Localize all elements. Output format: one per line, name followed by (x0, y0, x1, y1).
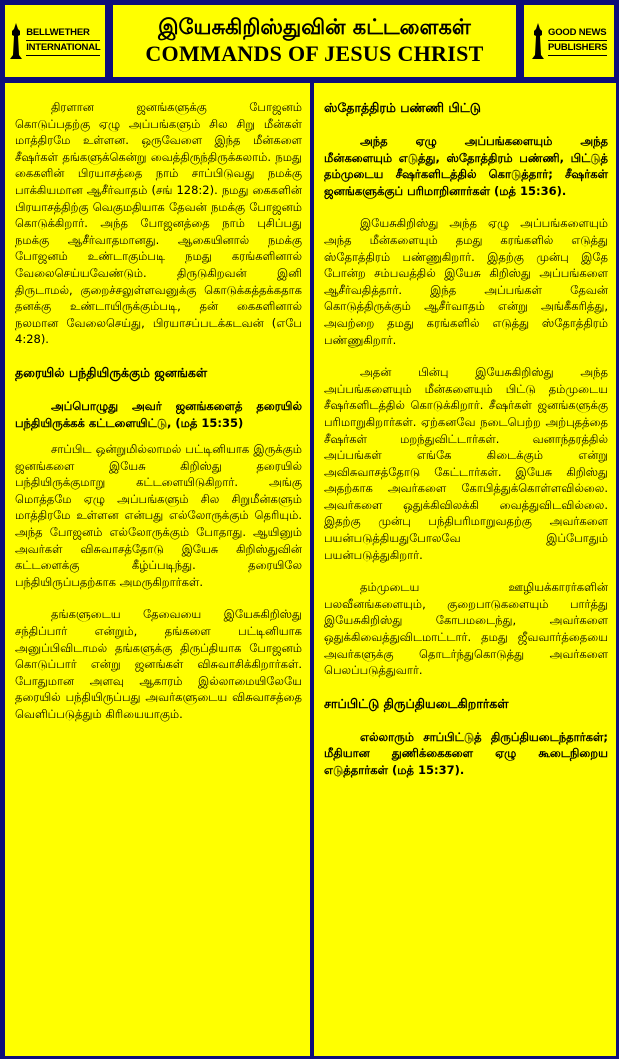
left-logo-line2: INTERNATIONAL (26, 41, 100, 56)
title-english: COMMANDS OF JESUS CHRIST (145, 41, 484, 66)
right-logo-line1: GOOD NEWS (548, 26, 607, 41)
right-heading-1: ஸ்தோத்திரம் பண்ணி பிட்டு (324, 100, 481, 115)
right-logo-line2: PUBLISHERS (548, 41, 607, 56)
right-quote-2: எல்லாரும் சாப்பிட்டுத் திருப்தியடைந்தார்கள்; மீதியான துணிக்கைகளை ஏழு கூடைநிறைய எடுத்தார்கள் (மத் 15:37). (324, 729, 608, 777)
right-paragraph-3: தம்முடைய ஊழியக்காரர்களின் பலவீனங்களையும், குறைபாடுகளையும் பார்த்து இயேசுகிறிஸ்து கோபமடைந்து, அவர்களை ஒதுக்கிவைத்துவிடமாட்டார். தமது ஜீவவார்த்தையை அவர்களுக்கு தொடர்ந்துகொடுத்து அவர்களை பெலப்படுத்துவார். (324, 580, 608, 678)
left-logo-line1: BELLWETHER (26, 26, 100, 41)
left-paragraph-1: திரளான ஜனங்களுக்கு போஜனம் கொடுப்பதற்கு ஏழு அப்பங்களும் சில சிறு மீன்கள் மாத்திரமே உள்ளன. ஒருவேளை இந்த மீன்களை சீஷர்கள் தங்களுக்கென்று வைத்திருந்திருக்கலாம். நமது கைகளின் பிரயாசத்தை நாம் சாப்பிடுவது நமக்கு பாக்கியமான ஆசீர்வாதம் (சங் 128:2). நமது கைகளின் பிரயாசத்திற்கு வெகுமதியாக தேவன் நமக்கு போஜனம் கொடுக்கிறார். அந்த போஜனத்தை நாம் புசிப்பது நமக்கு ஆசீர்வாதமானது. ஆகையினால் நமக்கு போஜனம் உண்டாகும்படி நமது கரங்களினால் வேலைசெய்யவேண்டும். திருடுகிறவன் இனி திருடாமல், குறைச்சலுள்ளவனுக்கு கொடுக்கத்தக்கதாக தனக்கு உண்டாயிருக்கும்படி, தன் கைகளினால் நலமான வேலைசெய்து, பிரயாசப்படக்கடவன் (எபே 4:28). (15, 100, 302, 347)
title-tamil: இயேசுகிறிஸ்துவின் கட்டளைகள் (158, 15, 471, 39)
right-quote-1: அந்த ஏழு அப்பங்களையும் அந்த மீன்களையும் எடுத்து, ஸ்தோத்திரம் பண்ணி, பிட்டுத் தம்முடைய சீஷர்களிடத்தில் கொடுத்தார்; சீஷர்கள் ஜனங்களுக்குப் பரிமாறினார்கள் (மத் 15:36). (324, 134, 608, 198)
left-column (5, 83, 310, 1056)
right-paragraph-2: அதன் பின்பு இயேசுகிறிஸ்து அந்த அப்பங்களையும் மீன்களையும் பிட்டு தம்முடைய சீஷர்களிடத்தில் கொடுக்கிறார். சீஷர்கள் ஜனங்களுக்கு பரிமாறுகிறார்கள். ஏற்கனவே நடைபெற்ற அற்புதத்தை சீஷர்கள் மறந்துவிட்டார்கள். வனாந்தரத்தில் அப்பங்கள் எங்கே கிடைக்கும் என்று அவிசுவாசத்தோடு கேட்டார்கள். இயேசு கிறிஸ்து அதற்காக அவர்களை கோபித்துக்கொள்ளவில்லை. அவர்களை ஒதுக்கிவிலக்கி வைத்துவிடவில்லை. இதற்கு முன்பு பந்திபரிமாறுவதற்கு அவர்களை பயன்படுத்தியதுபோலவே இப்போதும் பயன்படுத்துகிறார். (324, 365, 608, 562)
left-quote-1: அப்பொழுது அவர் ஜனங்களைத் தரையில் பந்தியிருக்கக் கட்டளையிட்டு, (மத் 15:35) (15, 398, 302, 430)
right-paragraph-1: இயேசுகிறிஸ்து அந்த ஏழு அப்பங்களையும் அந்த மீன்களையும் தமது கரங்களில் எடுத்து ஸ்தோத்திரம் பண்ணுகிறார். இதற்கு முன்பு இதே போன்ற சம்பவத்தில் இயேசு கிறிஸ்து அப்பங்களை ஆசீர்வதித்தார். இந்த அப்பங்கள் தேவன் கொடுத்திருக்கும் ஆசீர்வாதம் என்று அங்கீகரித்து, அவற்றை தமது கரங்களில் எடுத்து ஸ்தோத்திரம் பண்ணுகிறார். (324, 216, 608, 347)
lamp-icon (531, 21, 545, 61)
lamp-icon (9, 21, 23, 61)
left-paragraph-3: தங்களுடைய தேவையை இயேசுகிறிஸ்து சந்திப்பார் என்றும், தங்களை பட்டினியாக அனுப்பிவிடாமல் தங்களுக்கு திருப்தியாக போஜனம் கொடுப்பார் என்று ஜனங்கள் விசுவாசிக்கிறார்கள். போதுமான அளவு ஆகாரம் இல்லாமையிலேயே தரையில் பந்தியிருப்பது அவர்களுடைய விசுவாசத்தை வெளிப்படுத்தும் கிரியையாகும். (15, 607, 302, 721)
right-heading-2: சாப்பிட்டு திருப்தியடைகிறார்கள் (324, 695, 509, 711)
bellwether-logo (3, 3, 107, 79)
left-paragraph-2: சாப்பிட ஒன்றுமில்லாமல் பட்டினியாக இருக்கும் ஜனங்களை இயேசு கிறிஸ்து தரையில் பந்தியிருக்குமாறு கட்டளையிடுகிறார். அங்கு மொத்தமே ஏழு அப்பங்களும் சில சிறுமீன்களும் மாத்திரமே உள்ளன என்பது எல்லோருக்கும் தெரியும். அந்த போஜனம் எல்லோருக்கும் போதாது. ஆயினும் அவர்கள் விசுவாசத்தோடு இயேசு கிறிஸ்துவின் கட்டளைக்கு கீழ்ப்படிந்து. தரையிலே பந்தியிருப்பதற்காக அமருகிறார்கள். (15, 442, 302, 589)
header (3, 3, 616, 79)
title-box (111, 3, 519, 79)
right-column (314, 83, 616, 1056)
left-heading-1: தரையில் பந்தியிருக்கும் ஜனங்கள் (15, 364, 208, 380)
good-news-logo (522, 3, 616, 79)
